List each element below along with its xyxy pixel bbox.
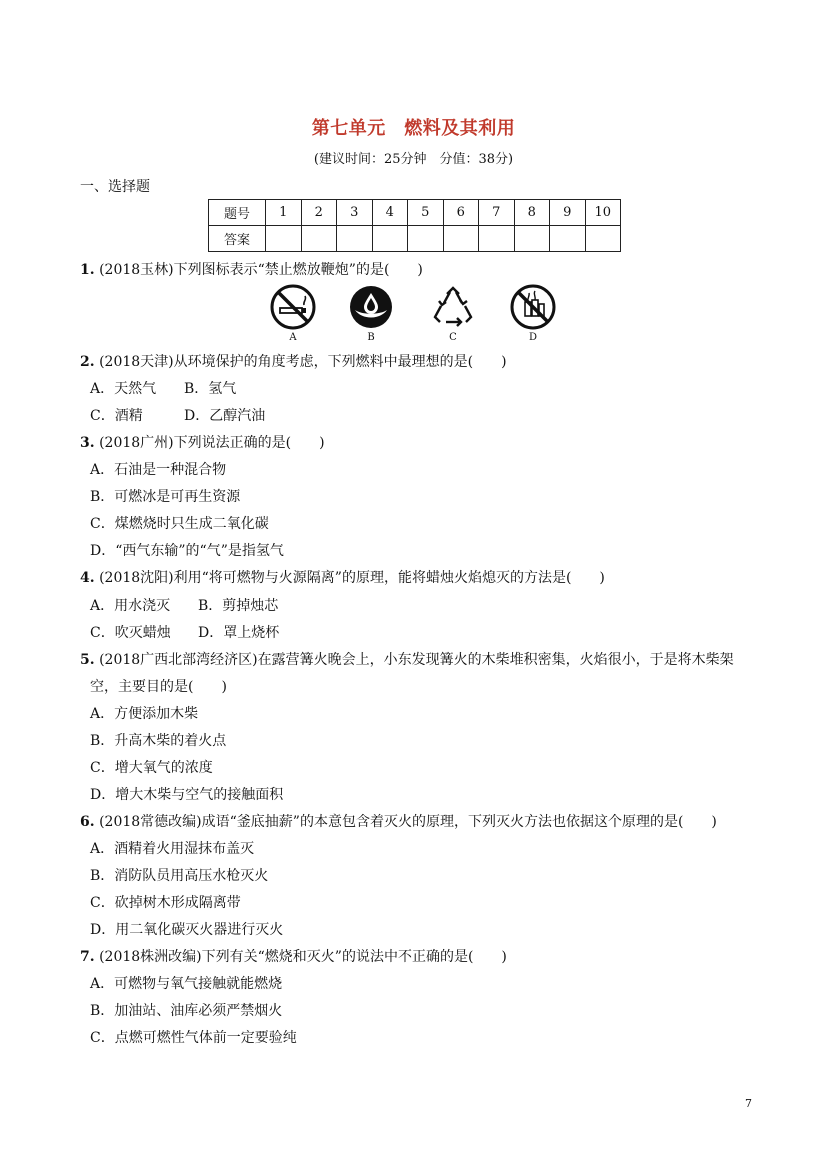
option-c: C．酒精 [90, 408, 143, 424]
question-number: 4. [80, 570, 95, 586]
question-number: 2. [80, 354, 95, 370]
option-a: A．可燃物与氧气接触就能燃烧 [90, 976, 283, 992]
option-b: B．消防队员用高压水枪灭火 [90, 868, 269, 884]
question-6 [80, 811, 717, 831]
table-header-answer: 答案 [209, 226, 266, 252]
question-text: (2018广州)下列说法正确的是( ) [99, 435, 325, 451]
water-save-icon [348, 284, 394, 330]
table-header-number: 题号 [209, 200, 266, 226]
question-text: (2018玉林)下列图标表示“禁止燃放鞭炮”的是( ) [99, 262, 423, 278]
option-a: A．酒精着火用湿抹布盖灭 [90, 841, 255, 857]
table-number-cell: 7 [479, 200, 515, 226]
table-number-cell: 2 [301, 200, 337, 226]
answer-cell [443, 226, 479, 252]
question-text: (2018广西北部湾经济区)在露营篝火晚会上，小东发现篝火的木柴堆积密集，火焰很小，于是将木柴架 [99, 652, 734, 668]
answer-table-number-row [209, 200, 621, 226]
option-c: C．砍掉树木形成隔离带 [90, 895, 241, 911]
question-5 [80, 649, 734, 669]
answer-cell [301, 226, 337, 252]
question-7 [80, 946, 507, 966]
no-smoking-icon [270, 284, 316, 330]
option-d: D．乙醇汽油 [184, 408, 266, 424]
option-d: D．用二氧化碳灭火器进行灭火 [90, 922, 284, 938]
option-d: D．“西气东输”的“气”是指氢气 [90, 543, 284, 559]
icon-label: C [449, 332, 457, 343]
question-number: 6. [80, 814, 95, 830]
question-number: 7. [80, 949, 95, 965]
option-b: B．可燃冰是可再生资源 [90, 489, 241, 505]
option-d: D．罩上烧杯 [198, 625, 280, 641]
option-a: A．方便添加木柴 [90, 706, 199, 722]
answer-cell [479, 226, 515, 252]
option-a: A．天然气 [90, 381, 157, 397]
question-number: 1. [80, 262, 95, 278]
icon-label: B [367, 332, 375, 343]
icon-option-b [348, 284, 394, 343]
recycle-icon [430, 284, 476, 330]
page-number: 7 [745, 1097, 752, 1110]
option-d: D．增大木柴与空气的接触面积 [90, 787, 284, 803]
question-text: (2018常德改编)成语“釜底抽薪”的本意包含着灭火的原理，下列灭火方法也依据这个原理的是( ) [99, 814, 717, 830]
question-1-icons [270, 284, 560, 346]
question-3 [80, 432, 325, 452]
answer-cell [585, 226, 621, 252]
option-c: C．点燃可燃性气体前一定要验纯 [90, 1030, 297, 1046]
option-b: B．加油站、油库必须严禁烟火 [90, 1003, 283, 1019]
answer-cell [266, 226, 302, 252]
table-number-cell: 4 [372, 200, 408, 226]
table-number-cell: 3 [337, 200, 373, 226]
question-text: (2018株洲改编)下列有关“燃烧和灭火”的说法中不正确的是( ) [99, 949, 507, 965]
icon-option-a [270, 284, 316, 343]
icon-option-c [430, 284, 476, 343]
section-heading: 一、选择题 [80, 179, 150, 195]
question-text: (2018沈阳)利用“将可燃物与火源隔离”的原理，能将蜡烛火焰熄灭的方法是( ) [99, 570, 605, 586]
table-number-cell: 10 [585, 200, 621, 226]
option-a: A．石油是一种混合物 [90, 462, 227, 478]
table-number-cell: 5 [408, 200, 444, 226]
option-c: C．增大氧气的浓度 [90, 760, 213, 776]
icon-label: A [289, 332, 297, 343]
answer-cell [372, 226, 408, 252]
icon-option-d [510, 284, 556, 343]
answer-table-answer-row [209, 226, 621, 252]
icon-label: D [528, 332, 538, 343]
question-2 [80, 351, 507, 371]
question-number: 5. [80, 652, 95, 668]
answer-cell [550, 226, 586, 252]
question-number: 3. [80, 435, 95, 451]
question-1 [80, 259, 423, 279]
answer-table [208, 199, 621, 252]
table-number-cell: 9 [550, 200, 586, 226]
option-b: B．升高木柴的着火点 [90, 733, 227, 749]
page-title: 第七单元 燃料及其利用 [311, 118, 516, 139]
no-firecracker-icon [510, 284, 556, 330]
table-number-cell: 8 [514, 200, 550, 226]
option-b: B．氢气 [184, 381, 237, 397]
table-number-cell: 6 [443, 200, 479, 226]
option-c: C．煤燃烧时只生成二氧化碳 [90, 516, 269, 532]
answer-cell [514, 226, 550, 252]
answer-cell [408, 226, 444, 252]
answer-cell [337, 226, 373, 252]
table-number-cell: 1 [266, 200, 302, 226]
option-c: C．吹灭蜡烛 [90, 625, 171, 641]
question-4 [80, 567, 605, 587]
question-5-continued: 空，主要目的是( ) [90, 679, 227, 695]
option-b: B．剪掉烛芯 [198, 598, 279, 614]
question-text: (2018天津)从环境保护的角度考虑，下列燃料中最理想的是( ) [99, 354, 507, 370]
page-subtitle: (建议时间：25分钟 分值：38分) [313, 152, 514, 167]
option-a: A．用水浇灭 [90, 598, 171, 614]
